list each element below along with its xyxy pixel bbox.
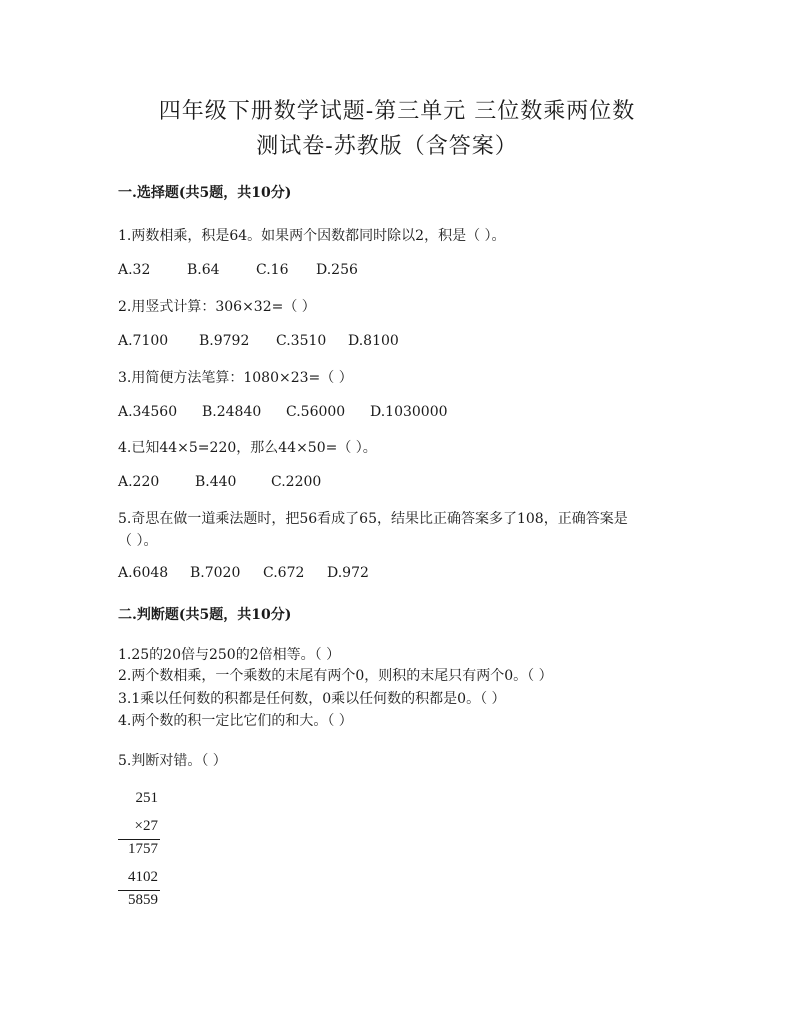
- question-5-text: 5.奇思在做一道乘法题时，把56看成了65，结果比正确答案多了108，正确答案是: [118, 511, 628, 527]
- option-d: D.8100: [348, 333, 399, 349]
- option-d: D.972: [327, 565, 369, 581]
- option-b: B.64: [187, 262, 220, 278]
- section2-heading: 二.判断题(共5题，共10分): [118, 607, 292, 623]
- option-a: A.32: [118, 262, 151, 278]
- question-4-options: [118, 474, 321, 490]
- question-4-text: 4.已知44×5=220，那么44×50=（ ）。: [118, 440, 377, 456]
- worksheet-title-line1: 四年级下册数学试题-第三单元 三位数乘两位数: [158, 99, 636, 124]
- final-product: 5859: [128, 892, 158, 908]
- question-3-options: [118, 404, 448, 420]
- multiplier: ×27: [134, 818, 158, 834]
- judgment-item-5: 5.判断对错。（ ）: [118, 753, 227, 769]
- option-a: A.220: [118, 474, 160, 490]
- option-d: D.1030000: [370, 404, 448, 420]
- partial-product-1: 1757: [128, 841, 158, 857]
- product-rule-2: [118, 890, 160, 891]
- option-b: B.440: [195, 474, 237, 490]
- option-b: B.24840: [202, 404, 262, 420]
- worksheet-title-line2: 测试卷-苏教版（含答案）: [256, 134, 518, 159]
- option-c: C.2200: [271, 474, 322, 490]
- judgment-item-3: 3.1乘以任何数的积都是任何数，0乘以任何数的积都是0。（ ）: [118, 691, 506, 707]
- question-1-options: [118, 262, 358, 278]
- multiplicand: 251: [135, 790, 158, 806]
- judgment-item-2: 2.两个数相乘，一个乘数的末尾有两个0，则积的末尾只有两个0。（ ）: [118, 668, 553, 684]
- question-2-text: 2.用竖式计算：306×32=（ ）: [118, 299, 316, 315]
- question-2-options: [118, 333, 399, 349]
- option-a: A.34560: [118, 404, 178, 420]
- judgment-item-1: 1.25的20倍与250的2倍相等。（ ）: [118, 647, 341, 663]
- option-b: B.9792: [199, 333, 250, 349]
- question-1-text: 1.两数相乘，积是64。如果两个因数都同时除以2，积是（ ）。: [118, 228, 506, 244]
- question-5-options: [118, 565, 369, 581]
- option-c: C.16: [256, 262, 289, 278]
- option-b: B.7020: [190, 565, 241, 581]
- section1-heading: 一.选择题(共5题，共10分): [118, 185, 292, 201]
- product-rule-1: [118, 839, 160, 840]
- option-c: C.672: [263, 565, 305, 581]
- question-5-text-cont: （ ）。: [118, 533, 158, 549]
- partial-product-2: 4102: [128, 869, 158, 885]
- option-d: D.256: [316, 262, 358, 278]
- option-c: C.3510: [276, 333, 327, 349]
- option-c: C.56000: [286, 404, 346, 420]
- question-3-text: 3.用简便方法笔算：1080×23=（ ）: [118, 370, 353, 386]
- option-a: A.6048: [118, 565, 169, 581]
- judgment-item-4: 4.两个数的积一定比它们的和大。（ ）: [118, 713, 353, 729]
- option-a: A.7100: [118, 333, 169, 349]
